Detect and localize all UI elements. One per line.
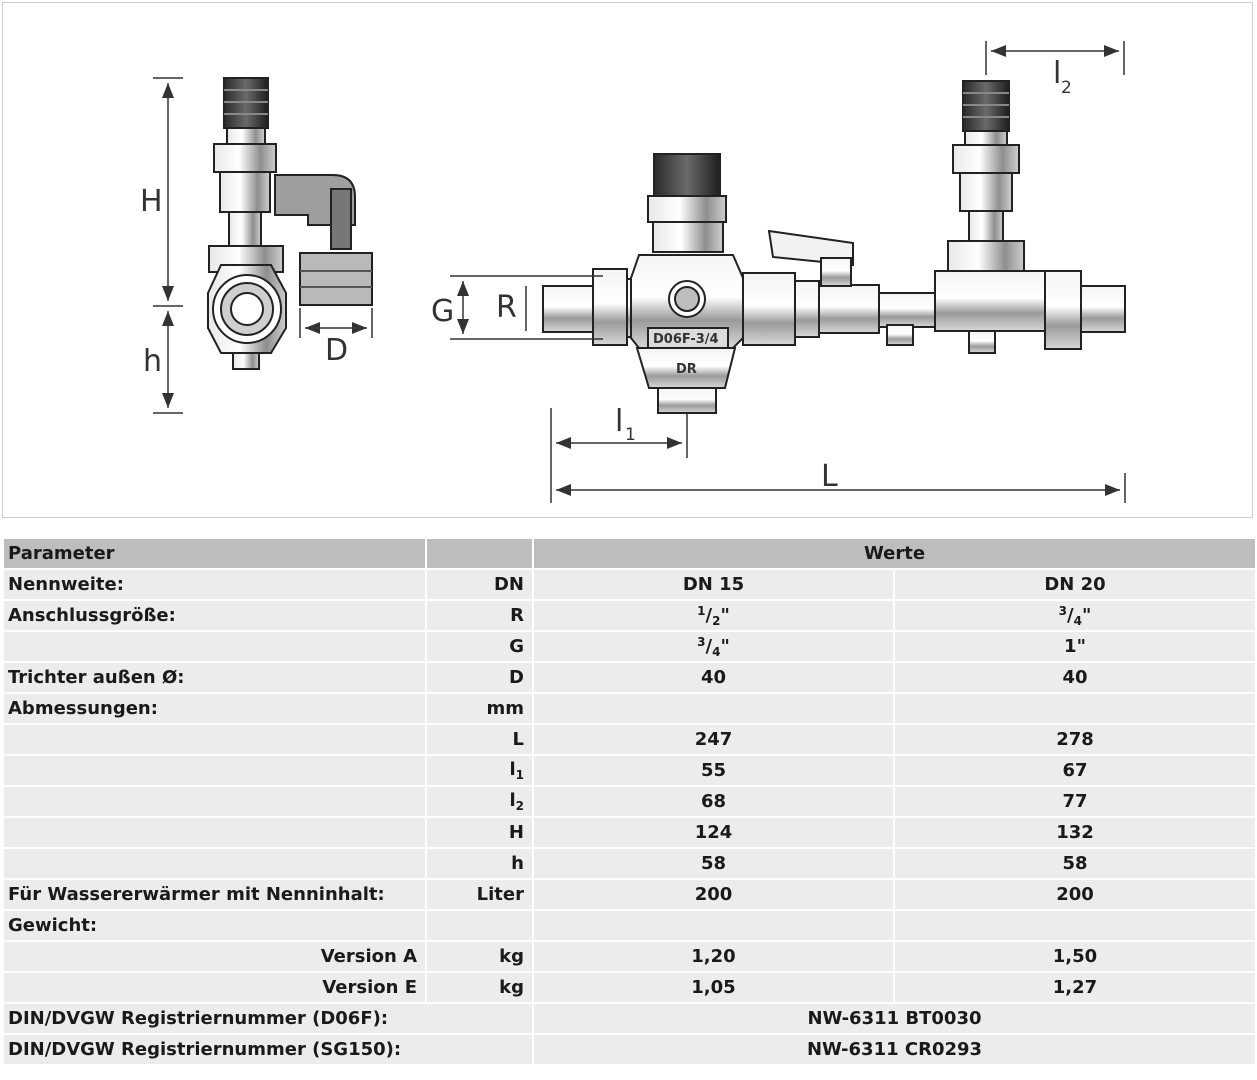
valve-marking-2: DR: [676, 362, 697, 377]
header-symbol: [426, 538, 533, 569]
dim-label-L: L: [821, 459, 838, 494]
table-row: $l_1$ 55 67: [3, 755, 1256, 786]
table-row: Trichter außen Ø: D 40 40: [3, 662, 1256, 693]
table-row: Für Wassererwärmer mit Nenninhalt: Liter 200 200: [3, 879, 1256, 910]
symbol-with-subscript: $l_2$: [426, 786, 533, 817]
side-view: [208, 78, 372, 369]
table-row: L 247 278: [3, 724, 1256, 755]
dim-label-l2-sub: 2: [1061, 78, 1072, 98]
dim-label-h: h: [143, 344, 163, 379]
table-row: $l_2$ 68 77: [3, 786, 1256, 817]
fraction-value: $^1/_2$": [533, 600, 894, 631]
front-view: [543, 81, 1125, 413]
dim-label-D: D: [325, 333, 349, 368]
valve-marking: D06F-3/4: [653, 332, 719, 347]
table-row: Nennweite: DN DN 15 DN 20: [3, 569, 1256, 600]
table-row: G $^3/_4$" 1": [3, 631, 1256, 662]
fraction-value: $^3/_4$": [894, 600, 1256, 631]
dim-label-G: G: [431, 294, 455, 329]
dim-label-H: H: [140, 184, 163, 219]
table-row: h 58 58: [3, 848, 1256, 879]
table-row: Version E kg 1,05 1,27: [3, 972, 1256, 1003]
valve-assembly-drawing: [3, 3, 1252, 517]
header-parameter: Parameter: [3, 538, 426, 569]
fraction-value: $^3/_4$": [533, 631, 894, 662]
header-values: Werte: [533, 538, 1256, 569]
dim-label-l2: l: [1053, 56, 1062, 91]
table-header-row: [3, 538, 1256, 569]
table-row: Gewicht:: [3, 910, 1256, 941]
specification-table: [2, 537, 1257, 1066]
table-row: DIN/DVGW Registriernummer (SG150): NW-6311 CR0293: [3, 1034, 1256, 1065]
table-row: H 124 132: [3, 817, 1256, 848]
table-row: Version A kg 1,20 1,50: [3, 941, 1256, 972]
dim-label-l1-sub: 1: [625, 425, 636, 445]
dim-label-l1: l: [615, 404, 624, 439]
table-row: DIN/DVGW Registriernummer (D06F): NW-6311 BT0030: [3, 1003, 1256, 1034]
dim-label-R: R: [496, 290, 517, 325]
symbol-with-subscript: $l_1$: [426, 755, 533, 786]
technical-drawing: [2, 2, 1253, 518]
table-row: Anschlussgröße: R $^1/_2$" $^3/_4$": [3, 600, 1256, 631]
table-row: Abmessungen: mm: [3, 693, 1256, 724]
